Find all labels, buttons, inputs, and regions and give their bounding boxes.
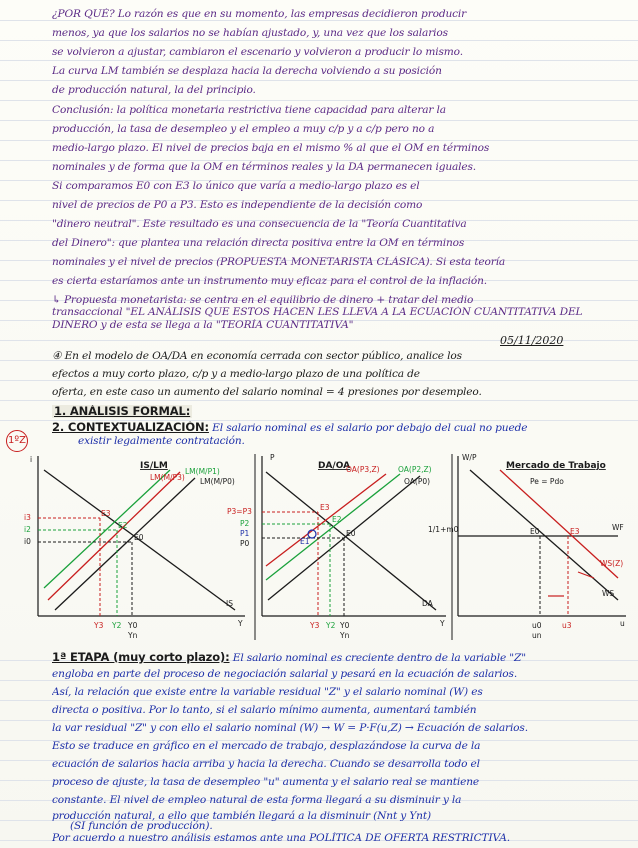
wf-label: WF bbox=[612, 523, 624, 532]
section-context-text: El salario nominal es el salario por debajo del cual no puede bbox=[212, 422, 528, 434]
yn-label: Yn bbox=[340, 631, 350, 640]
lm-curve-p1 bbox=[44, 470, 170, 588]
labor-y-label: W/P bbox=[462, 453, 477, 462]
markup-label: 1/1+m0 bbox=[428, 525, 459, 534]
text-line: nivel de precios de P0 a P3. Esto es independiente de la decisión como bbox=[52, 199, 423, 211]
text-line: medio-largo plazo. El nivel de precios baja en el mismo % al que el OM en términos bbox=[52, 142, 490, 154]
stage-line: Esto se traduce en gráfico en el mercado de trabajo, desplazándose la curva de la bbox=[52, 740, 481, 752]
i2-label: i2 bbox=[24, 525, 31, 534]
un-label: un bbox=[532, 631, 542, 640]
labor-x-label: u bbox=[620, 619, 625, 628]
islm-x-label: Y bbox=[238, 619, 243, 628]
lm-curve-p0 bbox=[55, 478, 195, 610]
lm-p0-label: LM(M/P0) bbox=[200, 477, 235, 486]
graphs-panel bbox=[0, 450, 638, 646]
stage-text: El salario nominal es creciente dentro de la variable "Z" bbox=[232, 652, 526, 664]
y2-label: Y2 bbox=[326, 621, 336, 630]
e2-label: E2 bbox=[332, 515, 342, 524]
da-label: DA bbox=[422, 599, 433, 608]
stage-line: engloba en parte del proceso de negociación salarial y pesará en la ecuación de salarios. bbox=[52, 668, 518, 680]
stage-line bbox=[52, 651, 624, 665]
y3-label: Y3 bbox=[310, 621, 320, 630]
stage-line: proceso de ajuste, la tasa de desempleo "u" aumenta y el salario real se mantiene bbox=[52, 776, 480, 788]
labor-graph bbox=[428, 453, 626, 640]
oa-p2-label: OA(P2,Z) bbox=[398, 465, 432, 474]
p3-label: P3=P3 bbox=[227, 507, 252, 516]
section-context bbox=[52, 421, 624, 435]
i0-label: i0 bbox=[24, 537, 31, 546]
section-context-text-2: existir legalmente contratación. bbox=[78, 435, 245, 447]
is-label: IS bbox=[226, 599, 233, 608]
date: 05/11/2020 bbox=[500, 334, 564, 347]
text-line: "dinero neutral". Este resultado es una consecuencia de la "Teoría Cuantitativa bbox=[52, 218, 467, 230]
y0-label: Y0 bbox=[340, 621, 350, 630]
text-line: transaccional "EL ANÁLISIS QUE ESTOS HACEN LES LLEVA A LA ECUACIÓN CUANTITATIVA DEL bbox=[52, 306, 583, 318]
islm-graph bbox=[24, 455, 245, 640]
lm-p3-label: LM(M/P3) bbox=[150, 473, 185, 482]
e0-label: E0 bbox=[346, 529, 356, 538]
stage-line: directa o positiva. Por lo tanto, si el salario mínimo aumenta, aumentará también bbox=[52, 704, 477, 716]
text-line: Si comparamos E0 con E3 lo único que varía a medio-largo plazo es el bbox=[52, 180, 420, 192]
p1-label: P1 bbox=[240, 529, 250, 538]
ws-label: WS bbox=[602, 589, 615, 598]
text-line: DINERO y de esta se llega a la "TEORÍA CUANTITATIVA" bbox=[52, 319, 354, 331]
stage-line: la var residual "Z" y con ello el salario nominal (W) → W = P·F(u,Z) → Ecuación de salarios. bbox=[52, 722, 528, 734]
oa-p0-label: OA(P0) bbox=[404, 477, 431, 486]
p0-label: P0 bbox=[240, 539, 250, 548]
e1-label: E1 bbox=[300, 537, 310, 546]
islm-y-label: i bbox=[30, 455, 33, 464]
shift-arrow bbox=[578, 572, 594, 578]
labor-title: Mercado de Trabajo bbox=[506, 461, 606, 471]
oada-title: DA/OA bbox=[318, 461, 351, 471]
e3-label: E3 bbox=[320, 503, 330, 512]
lm-curve-p3 bbox=[48, 472, 180, 600]
text-line: nominales y el nivel de precios (PROPUESTA MONETARISTA CLÁSICA). Si esta teoría bbox=[52, 256, 506, 268]
oada-y-label: P bbox=[270, 453, 275, 462]
u3-label: u3 bbox=[562, 621, 572, 630]
stage-title: 1ª ETAPA (muy corto plazo): bbox=[52, 651, 230, 664]
oada-x-label: Y bbox=[440, 619, 445, 628]
text-line: ¿POR QUÉ? Lo razón es que en su momento, las empresas decidieron producir bbox=[52, 8, 467, 20]
u0-label: u0 bbox=[532, 621, 542, 630]
text-line: menos, ya que los salarios no se habían ajustado, y, una vez que los salarios bbox=[52, 27, 448, 39]
stage-line: (SI función de producción). bbox=[70, 820, 213, 832]
ws-z-label: WS(Z) bbox=[600, 559, 624, 568]
i3-label: i3 bbox=[24, 513, 31, 522]
y2-label: Y2 bbox=[112, 621, 122, 630]
islm-title: IS/LM bbox=[140, 461, 168, 471]
text-line: ↳ Propuesta monetarista: se centra en el equilibrio de dinero + tratar del medio bbox=[52, 294, 474, 306]
stage-line: Por acuerdo a nuestro análisis estamos ante una POLÍTICA DE OFERTA RESTRICTIVA. bbox=[52, 832, 510, 844]
da-curve bbox=[266, 472, 436, 610]
stage-line: producción natural, a ello que también llegará a la disminuir (Nnt y Ynt) bbox=[52, 810, 431, 822]
text-line: de producción natural, la del principio. bbox=[52, 84, 256, 96]
e0-label: E0 bbox=[530, 527, 540, 536]
y0-label: Y0 bbox=[128, 621, 138, 630]
question-line: ④ En el modelo de OA/DA en economía cerrada con sector público, analice los bbox=[52, 350, 462, 362]
yn-label: Yn bbox=[128, 631, 138, 640]
text-line: del Dinero": que plantea una relación directa positiva entre la OM en términos bbox=[52, 237, 465, 249]
question-line: oferta, en este caso un aumento del salario nominal = 4 presiones por desempleo. bbox=[52, 386, 482, 398]
e0-label: E0 bbox=[134, 533, 144, 542]
section-formal-title: 1. ANÁLISIS FORMAL: bbox=[54, 405, 191, 418]
section-context-title: 2. CONTEXTUALIZACIÓN: bbox=[52, 421, 209, 434]
stage-line: constante. El nivel de empleo natural de esta forma llegará a su disminuir y la bbox=[52, 794, 462, 806]
y3-label: Y3 bbox=[94, 621, 104, 630]
lm-p1-label: LM(M/P1) bbox=[185, 467, 220, 476]
oa-p3-label: OA(P3,Z) bbox=[346, 465, 380, 474]
e3-label: E3 bbox=[101, 509, 111, 518]
text-line: es cierta estaríamos ante un instrumento muy eficaz para el control de la inflación. bbox=[52, 275, 487, 287]
e2-label: E2 bbox=[118, 521, 128, 530]
pe-label: Pe = Pdo bbox=[530, 477, 564, 486]
text-line: nominales y de forma que la OM en términos reales y la DA permanecen iguales. bbox=[52, 161, 477, 173]
section-formal bbox=[52, 405, 624, 418]
text-line: La curva LM también se desplaza hacia la derecha volviendo a su posición bbox=[52, 65, 442, 77]
e3-label: E3 bbox=[570, 527, 580, 536]
p2-label: P2 bbox=[240, 519, 250, 528]
stage-line: Así, la relación que existe entre la variable residual "Z" y el salario nominal (W) es bbox=[52, 686, 483, 698]
ws-curve bbox=[470, 470, 618, 600]
stage-line: ecuación de salarios hacia arriba y hacia la derecha. Cuando se desarrolla todo el bbox=[52, 758, 480, 770]
text-line: Conclusión: la política monetaria restrictiva tiene capacidad para alterar la bbox=[52, 104, 446, 116]
oada-graph bbox=[227, 453, 446, 640]
question-line: efectos a muy corto plazo, c/p y a medio-largo plazo de una política de bbox=[52, 368, 420, 380]
badge: 1ºZ bbox=[6, 430, 28, 452]
text-line: se volvieron a ajustar, cambiaron el escenario y volvieron a producir lo mismo. bbox=[52, 46, 463, 58]
text-line: producción, la tasa de desempleo y el empleo a muy c/p y a c/p pero no a bbox=[52, 123, 435, 135]
